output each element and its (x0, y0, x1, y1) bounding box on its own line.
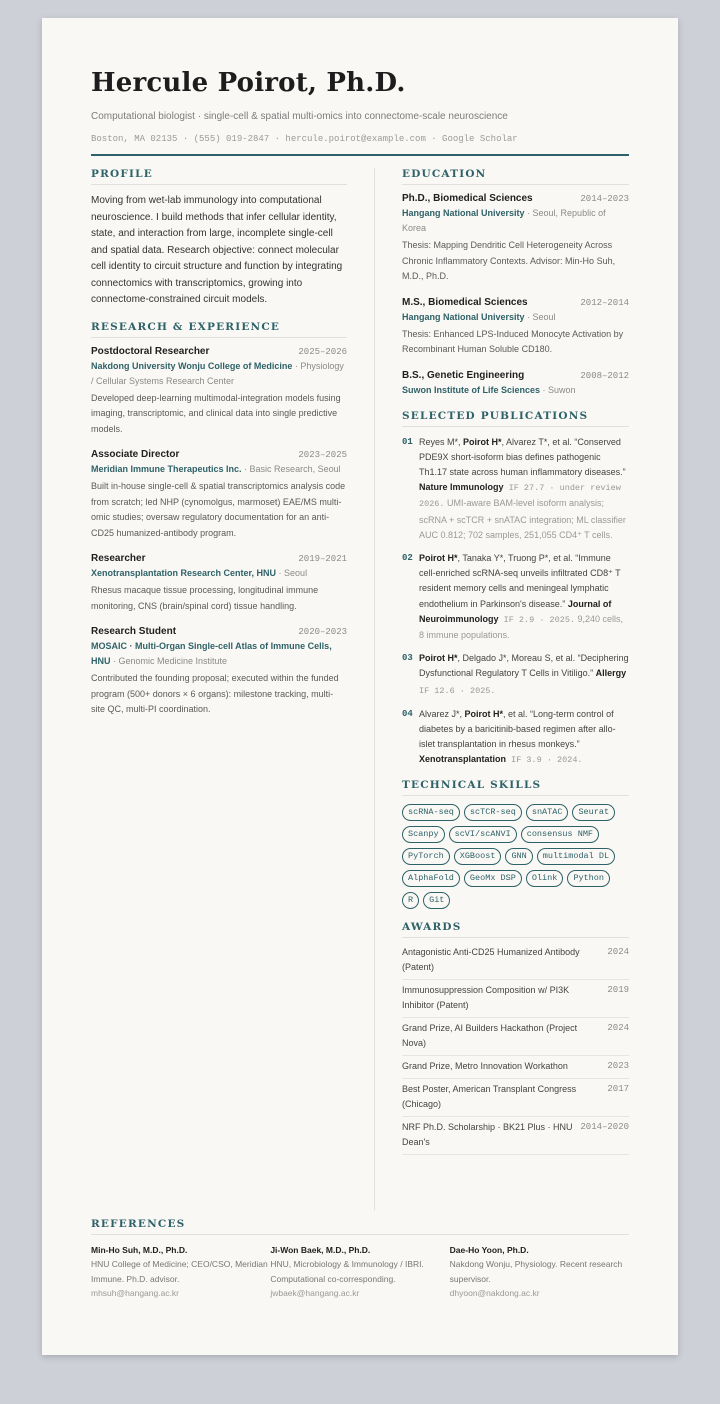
skill-chip: scRNA-seq (402, 804, 460, 821)
publication-item (402, 651, 629, 699)
reference-email[interactable]: mhsuh@hangang.ac.kr (91, 1288, 180, 1298)
experience-entry (91, 626, 347, 718)
skill-chip: XGBoost (454, 848, 502, 865)
organization-name: Meridian Immune Therapeutics Inc. (91, 464, 242, 474)
award-name: Immunosuppression Composition w/ PI3K Inhibitor (Patent) (402, 984, 570, 1010)
degree: B.S., Genetic Engineering (402, 369, 525, 381)
publication-number: 01 (402, 436, 413, 447)
school-location: · Seoul, Republic of Korea (402, 208, 606, 233)
journal-name: Journal of Neuroimmunology (419, 598, 612, 624)
award-year: 2014–2020 (580, 1121, 629, 1132)
role-title: Postdoctoral Researcher (91, 345, 210, 357)
award-year: 2019 (607, 984, 629, 995)
impact-factor: IF 27.7 · under review 2026. (419, 483, 621, 510)
skill-chip: PyTorch (402, 848, 450, 865)
co-authors: Reyes M*, (419, 436, 464, 447)
entry-header (91, 626, 347, 637)
role-title: Research Student (91, 626, 177, 637)
school-location: · Suwon (540, 384, 576, 395)
role-description: Developed deep-learning multimodal-integration models fusing imaging, transcriptomic, and clinical data into single predictive models. (91, 392, 341, 434)
school-name: Hangang National University (402, 311, 525, 322)
education-entry (402, 370, 629, 398)
skill-chip: Olink (526, 870, 564, 887)
date-range: 2025–2026 (298, 346, 347, 357)
publication-citation (419, 435, 629, 543)
organization-name: Nakdong University Wonju College of Medicine (91, 360, 293, 371)
publication-item (402, 435, 629, 543)
role-description: Built in-house single-cell & spatial transcriptomics analysis code from scratch; led NHP (cynomolgus, marmoset) EAE/MS multi-omic studies; oversaw regulatory documentation for an anti-CD25 humanized-antibody program. (91, 481, 346, 538)
award-year: 2017 (607, 1083, 629, 1094)
publications-heading: SELECTED PUBLICATIONS (402, 410, 629, 427)
publication-citation (419, 551, 629, 643)
date-range: 2014–2023 (580, 194, 629, 204)
skill-chip: GeoMx DSP (464, 870, 522, 887)
author-self: Poirot H* (419, 653, 458, 664)
profile-heading: PROFILE (91, 168, 347, 185)
thesis: Thesis: Enhanced LPS-Induced Monocyte Activation by Recombinant Human Soluble CD180. (402, 328, 624, 354)
entry-header (91, 449, 347, 460)
column-divider (374, 168, 375, 1210)
organization-detail: · Seoul (276, 568, 308, 578)
award-item (402, 1056, 629, 1079)
award-year: 2024 (607, 946, 629, 957)
co-authors-title: , Delgado J*, Moreau S, et al. “Deciphering Dysfunctional Regulatory T Cells in Vitiligo.” (419, 653, 629, 679)
school (402, 310, 629, 325)
impact-factor: IF 3.9 · 2024. (506, 755, 583, 766)
profile-text: Moving from wet-lab immunology into computational neuroscience. I build methods that infer cellular identity, state, and interaction from large, incomplete single-cell and spatial data. Research objective: connect molecular cell identity to circuit structure and function by integrating connectomics with transcriptomics, growing into connectome-constrained circuit models. (91, 195, 343, 305)
organization (91, 566, 347, 581)
publication-number: 03 (402, 653, 413, 664)
award-item (402, 1117, 629, 1155)
skills-list (402, 804, 629, 909)
degree: M.S., Biomedical Sciences (402, 296, 528, 308)
reference-card (450, 1243, 629, 1301)
award-name: Grand Prize, AI Builders Hackathon (Project Nova) (402, 1022, 578, 1048)
organization-name: MOSAIC · Multi-Organ Single-cell Atlas of Immune Cells, HNU (91, 641, 332, 666)
school-location: · Seoul (524, 311, 556, 322)
role-title: Associate Director (91, 449, 180, 460)
school (402, 206, 629, 236)
thesis: Thesis: Mapping Dendritic Cell Heterogeneity Across Chronic Inflammatory Contexts. Advisor: Min-Ho Suh, M.D., Ph.D. (402, 240, 616, 281)
right-column (402, 168, 629, 1155)
award-name: Best Poster, American Transplant Congress (Chicago) (402, 1083, 577, 1109)
experience-entry (91, 346, 347, 438)
organization (91, 462, 347, 477)
role-description: Rhesus macaque tissue processing, longitudinal immune monitoring, CNS (brain/spinal cord) tissue handling. (91, 585, 319, 611)
publication-item (402, 707, 629, 769)
award-year: 2023 (607, 1060, 629, 1071)
education-heading: EDUCATION (402, 168, 629, 185)
candidate-name: Hercule Poirot, Ph.D. (91, 68, 406, 98)
reference-name: Ji-Won Baek, M.D., Ph.D. (270, 1245, 371, 1255)
skill-chip: consensus NMF (521, 826, 599, 843)
entry-header (402, 193, 629, 204)
author-self: Poirot H* (419, 552, 458, 563)
reference-email[interactable]: dhyoon@nakdong.ac.kr (449, 1288, 540, 1298)
reference-name: Min-Ho Suh, M.D., Ph.D. (91, 1245, 188, 1255)
author-self: Poirot H* (464, 708, 504, 719)
role-title: Researcher (91, 553, 146, 564)
school (402, 383, 629, 398)
impact-factor: IF 2.9 · 2025. (498, 614, 576, 625)
publication-note: 9,240 cells, 8 immune populations. (419, 613, 624, 640)
references-section (91, 1218, 629, 1301)
publication-citation (419, 707, 629, 769)
journal-name: Nature Immunology (419, 482, 504, 493)
date-range: 2023–2025 (298, 450, 347, 460)
degree: Ph.D., Biomedical Sciences (402, 193, 533, 204)
publication-citation (419, 651, 629, 699)
skill-chip: R (402, 892, 419, 909)
references-list (91, 1243, 629, 1301)
reference-affiliation: HNU, Microbiology & Immunology / IBRI. Computational co-corresponding. (270, 1259, 424, 1284)
co-authors-title: , Alvarez T*, et al. “Conserved PDE9X short-isoform bias defines pathogenic Th1.17 state across human inflammatory diseases.” (419, 436, 626, 477)
skill-chip: Scanpy (402, 826, 445, 843)
award-name: Grand Prize, Metro Innovation Workathon (402, 1060, 568, 1071)
award-item (402, 942, 629, 980)
skill-chip: multimodal DL (537, 848, 615, 865)
role-description: Contributed the founding proposal; executed within the funded program (500+ donors × 6 organs): milestone tracking, multi-site QC, multi-PI coordination. (91, 673, 339, 714)
co-authors-title: , Tanaka Y*, Truong P*, et al. “Immune cell-enriched scRNA-seq unveils infiltrated CD8⁺ T resident memory cells and meningeal lymphatic endothelium in Parkinson's disease.” (419, 552, 621, 609)
experience-heading: RESEARCH & EXPERIENCE (91, 321, 347, 338)
publication-number: 02 (402, 552, 413, 563)
organization-detail: · Physiology / Cellular Systems Research Center (91, 360, 344, 386)
awards-list (402, 942, 629, 1155)
entry-header (402, 370, 629, 381)
references-heading: REFERENCES (91, 1218, 629, 1235)
experience-entry (91, 553, 347, 614)
publication-item (402, 551, 629, 643)
school-name: Hangang National University (402, 208, 525, 218)
reference-email[interactable]: jwbaek@hangang.ac.kr (270, 1288, 360, 1298)
skill-chip: snATAC (526, 804, 569, 821)
date-range: 2019–2021 (298, 554, 347, 564)
award-item (402, 1079, 629, 1117)
co-authors: Alvarez J*, (419, 708, 465, 719)
skill-chip: Git (423, 892, 450, 909)
journal-name: Xenotransplantation (419, 754, 507, 765)
date-range: 2020–2023 (298, 627, 347, 637)
publication-note: UMI-aware BAM-level isoform analysis; scRNA + scTCR + snATAC integration; ML classifier AUC 0.812; 702 samples, 251,055 CD4⁺ T cells. (419, 498, 626, 540)
organization (91, 639, 347, 669)
education-list (402, 193, 629, 398)
date-range: 2008–2012 (580, 370, 629, 381)
skill-chip: scTCR-seq (464, 804, 522, 821)
entry-header (402, 297, 629, 308)
reference-affiliation: Nakdong Wonju, Physiology. Recent research supervisor. (449, 1259, 623, 1284)
author-self: Poirot H* (463, 436, 502, 447)
co-authors-title: , et al. “Long-term control of diabetes by a baricitinib-based regimen after allo-islet transplantation in rhesus monkeys.” (419, 708, 616, 750)
entry-header (91, 346, 347, 357)
reference-name: Dae-Ho Yoon, Ph.D. (449, 1245, 529, 1255)
award-year: 2024 (607, 1022, 629, 1033)
header-rule (91, 154, 629, 156)
skill-chip: Python (567, 870, 610, 887)
skill-chip: Seurat (572, 804, 615, 821)
publication-list (402, 435, 629, 769)
entry-header (91, 553, 347, 564)
publication-number: 04 (402, 708, 413, 719)
tagline: Computational biologist · single-cell & spatial multi-omics into connectome-scale neuroscience (91, 111, 508, 122)
education-entry (402, 297, 629, 358)
school-name: Suwon Institute of Life Sciences (402, 384, 541, 395)
organization (91, 359, 347, 389)
organization-detail: · Genomic Medicine Institute (110, 656, 228, 666)
experience-entry (91, 449, 347, 541)
resume-page (42, 18, 678, 1355)
award-item (402, 1018, 629, 1056)
reference-card (91, 1243, 270, 1301)
award-item (402, 980, 629, 1018)
award-name: NRF Ph.D. Scholarship · BK21 Plus · HNU Dean's (402, 1121, 573, 1147)
awards-heading: AWARDS (402, 921, 629, 938)
skill-chip: scVI/scANVI (449, 826, 517, 843)
reference-affiliation: HNU College of Medicine; CEO/CSO, Meridian Immune. Ph.D. advisor. (91, 1259, 268, 1284)
journal-name: Allergy (595, 668, 627, 679)
experience-list (91, 346, 347, 718)
reference-card (270, 1243, 449, 1301)
education-entry (402, 193, 629, 285)
skills-heading: TECHNICAL SKILLS (402, 779, 629, 796)
skill-chip: AlphaFold (402, 870, 460, 887)
organization-name: Xenotransplantation Research Center, HNU (91, 568, 277, 578)
award-name: Antagonistic Anti-CD25 Humanized Antibody (Patent) (402, 946, 580, 972)
left-column (91, 168, 347, 730)
skill-chip: GNN (505, 848, 532, 865)
contact-line: Boston, MA 02135 · (555) 019-2847 · hercule.poirot@example.com · Google Scholar (91, 134, 518, 144)
organization-detail: · Basic Research, Seoul (241, 464, 341, 474)
impact-factor: IF 12.6 · 2025. (419, 685, 496, 696)
date-range: 2012–2014 (580, 297, 629, 308)
